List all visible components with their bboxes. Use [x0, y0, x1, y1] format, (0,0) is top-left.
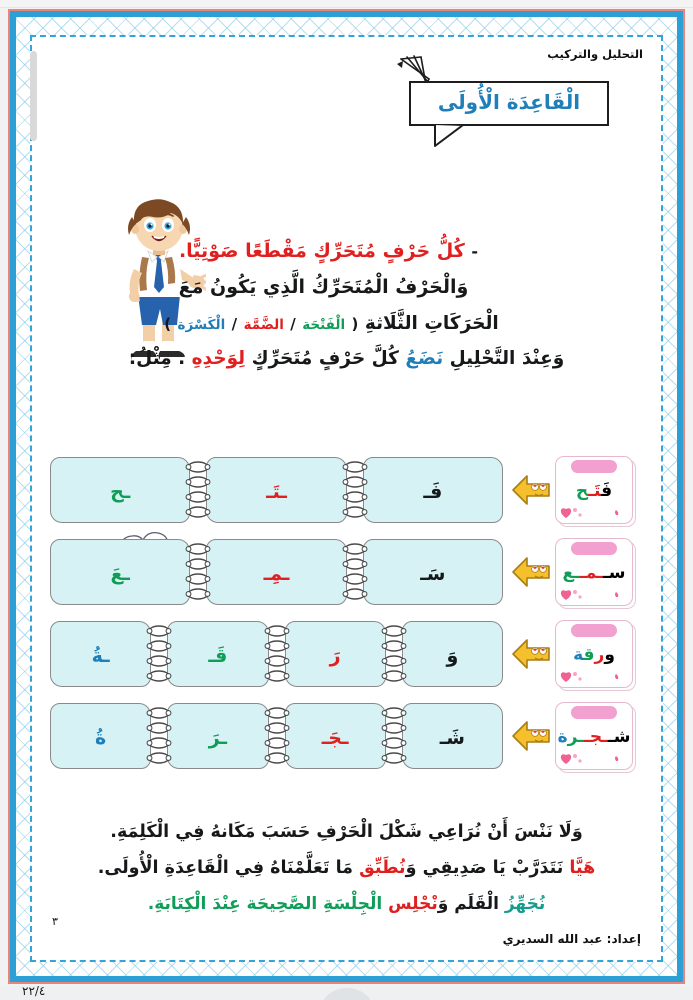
spiral-rings-icon [264, 621, 290, 687]
word-seg: شـ [607, 727, 631, 747]
card-sheet [555, 538, 633, 606]
word-seg: ة [557, 727, 568, 747]
notebook-sheet [402, 621, 503, 687]
sheet-letter: ـعَ [110, 562, 130, 585]
rule-title-text: الْقَاعِدَة الْأُولَى [437, 90, 581, 114]
analysis-row [50, 695, 643, 777]
sheet-letter: سَـ [420, 562, 446, 585]
analysis-row [50, 531, 643, 613]
rule-line-4-mid: كُلَّ حَرْفٍ مُتَحَرِّكٍ [251, 348, 399, 370]
card-tab [571, 460, 617, 473]
closing-hayya: هَيَّا [569, 857, 596, 878]
sheet-letter: ـرَ [208, 726, 228, 749]
rule-line-4 [62, 341, 631, 377]
gold-arrow-left-icon [511, 637, 551, 671]
closing-line-2-tail: مَا تَعَلَّمْنَاهُ فِي الْقَاعِدَةِ الْأُولَى. [97, 857, 353, 878]
spiral-rings-icon [381, 703, 407, 769]
word-seg: ـجـ [584, 727, 608, 747]
haraka-fatha: الْفَتْحَة [302, 316, 346, 333]
notebook-sheet [363, 457, 503, 523]
word-seg: فَ [600, 481, 613, 501]
word-card [555, 620, 633, 688]
notebook-sheet [167, 621, 268, 687]
viewer-bottom-nub [319, 988, 375, 1000]
closing-verb-nujahhiz: نُجَهِّزُ [504, 893, 546, 914]
paren-open: ( [351, 314, 359, 333]
rule-line-4-lead: وَعِنْدَ التَّحْلِيلِ [449, 348, 565, 370]
sheet-letter: رَ [329, 644, 341, 667]
gold-arrow-left-icon [511, 473, 551, 507]
word-seg: سـ [602, 563, 626, 583]
rule-line-4-tail: . مِثْلُ: [128, 348, 186, 370]
card-sheet [555, 620, 633, 688]
word-card [555, 456, 633, 524]
hearts-decoration-icon [560, 586, 586, 602]
viewer-bottom-strip [0, 986, 693, 1000]
rule-line-1 [62, 233, 631, 269]
notebook-sheet [206, 539, 346, 605]
spiral-rings-icon [146, 621, 172, 687]
haraka-damma: الضَّمَّة [243, 316, 284, 333]
page-frame-outer [8, 9, 685, 984]
hearts-decoration-icon [560, 750, 586, 766]
card-tab [571, 624, 617, 637]
card-tab [571, 542, 617, 555]
sheet-letter: ةُ [95, 726, 107, 749]
notebook-strip [50, 703, 503, 769]
notebook-sheet [50, 457, 190, 523]
spiral-rings-icon [381, 621, 407, 687]
header-title: التحليل والتركيب [547, 47, 643, 61]
closing-line-1: وَلَا نَنْسَ أَنْ نُرَاعِي شَكْلَ الْحَرْفِ حَسَبَ مَكَانهُ فِي الْكَلِمَةِ. [110, 822, 583, 842]
notebook-sheet [50, 539, 190, 605]
spiral-rings-icon [185, 457, 211, 523]
page-header [32, 47, 661, 61]
page-frame-lattice [16, 17, 677, 976]
sheet-letter: ـمِـ [263, 562, 290, 585]
rule-line-3-lead: الْحَرَكَاتِ الثَّلَاثةِ [364, 312, 499, 334]
analysis-row [50, 449, 643, 531]
rule-line-1-text: كُلُّ حَرْفٍ مُتَحَرِّكٍ مَقْطَعًا صَوْتِيًّا. [178, 240, 465, 262]
word-card-text [556, 565, 632, 582]
notebook-sheet [285, 703, 386, 769]
paren-close: ) [164, 314, 172, 333]
closing-line-3-tail: الْجِلْسَةِ الصَّحِيحَة عِنْدَ الْكِتَابَةِ. [147, 893, 383, 914]
word-seg: ـمـ [579, 563, 603, 583]
haraka-slash-1: / [290, 314, 296, 333]
sheet-letter: ـجَـ [321, 726, 349, 749]
notebook-sheet [167, 703, 268, 769]
word-seg: ق [583, 645, 595, 665]
sheet-letter: شَـ [439, 726, 465, 749]
closing-verb-najlis: نْجْلِس [388, 893, 438, 914]
word-seg: ح [575, 481, 589, 501]
page-number: ٣ [52, 915, 58, 928]
gold-arrow-left-icon [511, 555, 551, 589]
footer-credit: إعداد: عبد الله السديري [502, 932, 641, 946]
word-card-text [556, 483, 632, 500]
card-sheet [555, 702, 633, 770]
spiral-rings-icon [342, 457, 368, 523]
dots-decoration-icon [613, 507, 625, 517]
gold-arrow-left-icon [511, 719, 551, 753]
word-card-text [556, 729, 632, 746]
rule-line-4-verb: نَضَعُ [405, 348, 444, 370]
notebook-sheet [50, 703, 151, 769]
rule-line-2-text: وَالْحَرْفُ الْمُتَحَرِّكُ الَّذِي يَكُونُ مَعَ [178, 276, 469, 299]
word-seg: تَـ [588, 481, 601, 501]
page-frame-blue-band [10, 11, 683, 982]
card-tab [571, 706, 617, 719]
word-card [555, 702, 633, 770]
sheet-letter: ـةُ [91, 644, 110, 667]
notebook-sheet [206, 457, 346, 523]
spiral-rings-icon [264, 703, 290, 769]
sheet-letter: ـتَـ [266, 480, 287, 503]
callout-box [409, 81, 609, 126]
sheet-letter: قَـ [208, 644, 228, 667]
spiral-rings-icon [185, 539, 211, 605]
notebook-sheet [50, 621, 151, 687]
sheet-letter: وَ [446, 644, 459, 667]
notebook-sheet [402, 703, 503, 769]
notebook-strip [50, 621, 503, 687]
notebook-sheet [363, 539, 503, 605]
dots-decoration-icon [613, 589, 625, 599]
callout-tail-icon [433, 124, 473, 148]
closing-verb-nutabbiq: نُطَبِّق [359, 857, 406, 878]
hearts-decoration-icon [560, 504, 586, 520]
dots-decoration-icon [613, 753, 625, 763]
analysis-row [50, 613, 643, 695]
analysis-rows [50, 449, 643, 777]
card-sheet [555, 456, 633, 524]
scroll-sliver[interactable] [30, 51, 37, 141]
rule-line-4-alone: لِوَحْدِهِ [191, 348, 246, 370]
sheet-letter: ـح [110, 480, 131, 503]
closing-line-2-lead: نَتَدَرَّبْ يَا صَدِيقِي وَ [405, 857, 564, 878]
rule-title-callout [409, 81, 609, 126]
word-seg: ة [573, 645, 584, 665]
word-card-text [556, 647, 632, 664]
notebook-strip [50, 457, 503, 523]
word-seg: ـر [567, 727, 585, 747]
viewer-top-strip [0, 0, 693, 8]
rule-line-3 [62, 306, 631, 342]
page-footer [52, 915, 641, 946]
word-seg: ر [594, 645, 605, 665]
spiral-rings-icon [342, 539, 368, 605]
closing-line-3-lead: الْقَلَم وَ [437, 893, 499, 914]
cutoff-text: ٢٢/٤ [22, 984, 46, 998]
word-card [555, 538, 633, 606]
haraka-slash-2: / [231, 314, 238, 333]
word-seg: و [604, 645, 615, 665]
notebook-sheet [285, 621, 386, 687]
closing-text-block [56, 815, 637, 922]
spiral-rings-icon [146, 703, 172, 769]
sheet-letter: فَـ [423, 480, 443, 503]
haraka-kasra: الْكَسْرَة [177, 316, 226, 333]
dots-decoration-icon [613, 671, 625, 681]
notebook-strip [50, 539, 503, 605]
closing-line-2 [56, 851, 637, 887]
rule-text-block [62, 233, 631, 377]
rule-bullet: - [471, 242, 479, 261]
hearts-decoration-icon [560, 668, 586, 684]
word-seg: ـع [562, 563, 580, 583]
page-sheet [30, 35, 663, 962]
